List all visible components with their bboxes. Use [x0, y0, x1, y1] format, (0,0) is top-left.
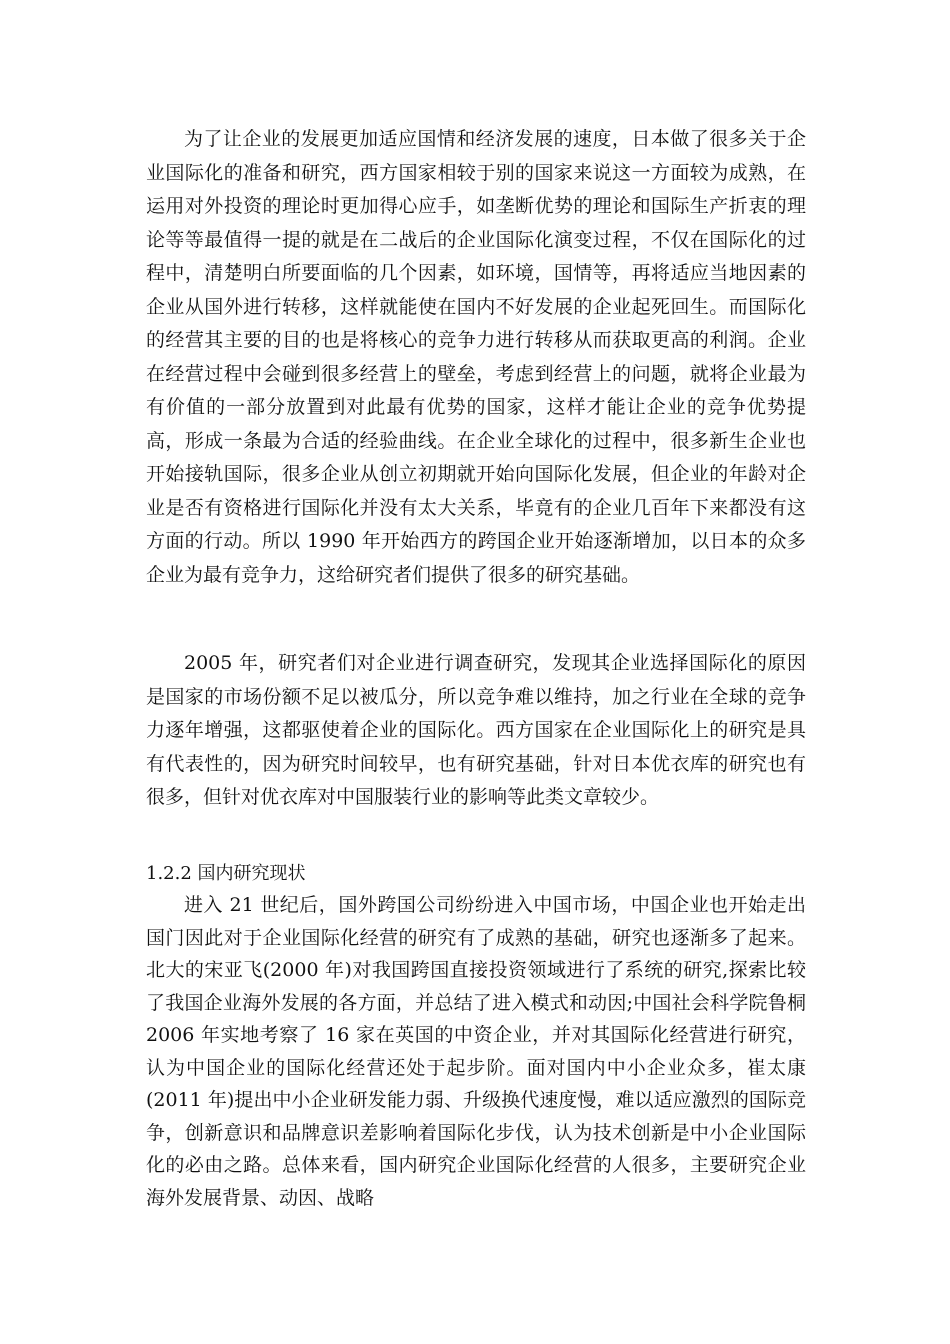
body-paragraph: 2005 年，研究者们对企业进行调查研究，发现其企业选择国际化的原因是国家的市场份额不足以被瓜分，所以竞争难以维持，加之行业在全球的竞争力逐年增强，这都驱使着企业的国际化。西方国家在企业国际化上的研究是具有代表性的，因为研究时间较早，也有研究基础，针对日本优衣库的研究也有很多，但针对优衣库对中国服装行业的影响等此类文章较少。	[146, 652, 806, 808]
section-heading: 1.2.2 国内研究现状	[146, 863, 306, 884]
body-paragraph: 进入 21 世纪后，国外跨国公司纷纷进入中国市场，中国企业也开始走出国门因此对于企业国际化经营的研究有了成熟的基础，研究也逐渐多了起来。北大的宋亚飞(2000 年)对我国跨国直接投资领域进行了系统的研究,探索比较了我国企业海外发展的各方面，并总结了进入模式和动因;中国社会科学院鲁桐 2006 年实地考察了 16 家在英国的中资企业，并对其国际化经营进行研究，认为中国企业的国际化经营还处于起步阶。面对国内中小企业众多，崔太康(2011 年)提出中小企业研发能力弱、升级换代速度慢，难以适应激烈的国际竞争，创新意识和品牌意识差影响着国际化步伐，认为技术创新是中小企业国际化的必由之路。总体来看，国内研究企业国际化经营的人很多，主要研究企业海外发展背景、动因、战略	[146, 894, 806, 1209]
body-paragraph-2-block	[146, 647, 806, 815]
body-paragraph: 为了让企业的发展更加适应国情和经济发展的速度，日本做了很多关于企业国际化的准备和研究，西方国家相较于别的国家来说这一方面较为成熟，在运用对外投资的理论时更加得心应手，如垄断优势的理论和国际生产折衷的理论等等最值得一提的就是在二战后的企业国际化演变过程，不仅在国际化的过程中，清楚明白所要面临的几个因素，如环境，国情等，再将适应当地因素的企业从国外进行转移，这样就能使在国内不好发展的企业起死回生。而国际化的经营其主要的目的也是将核心的竞争力进行转移从而获取更高的利润。企业在经营过程中会碰到很多经营上的壁垒，考虑到经营上的问题，就将企业最为有价值的一部分放置到对此最有优势的国家，这样才能让企业的竞争优势提高，形成一条最为合适的经验曲线。在企业全球化的过程中，很多新生企业也开始接轨国际，很多企业从创立初期就开始向国际化发展，但企业的年龄对企业是否有资格进行国际化并没有太大关系，毕竟有的企业几百年下来都没有这方面的行动。所以 1990 年开始西方的跨国企业开始逐渐增加，以日本的众多企业为最有竞争力，这给研究者们提供了很多的研究基础。	[146, 128, 806, 586]
body-paragraph-3-block	[146, 889, 806, 1214]
body-paragraph-1-block	[146, 123, 806, 592]
